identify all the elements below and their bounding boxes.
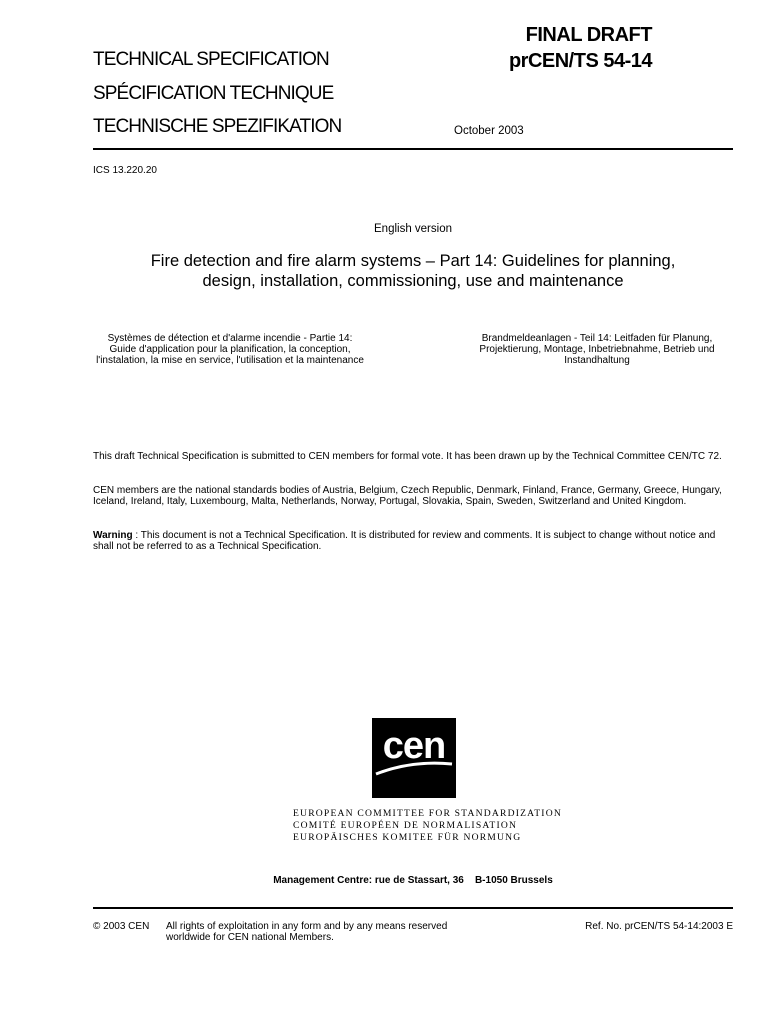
committee-name-de: EUROPÄISCHES KOMITEE FÜR NORMUNG: [293, 832, 522, 843]
spec-title-de: TECHNISCHE SPEZIFIKATION: [93, 116, 342, 137]
language-version: English version: [374, 223, 452, 235]
spec-title-en: TECHNICAL SPECIFICATION: [93, 49, 329, 70]
document-number: prCEN/TS 54-14: [508, 50, 652, 72]
cen-logo-text: cen: [382, 725, 446, 767]
document-date: October 2003: [454, 125, 524, 137]
title-french: Systèmes de détection et d'alarme incendie - Partie 14: Guide d'application pour la planification, la conception, l'instalation, la mise en service, l'utilisation et la maintenance: [96, 333, 364, 366]
header-divider: [93, 148, 733, 150]
warning-text: : This document is not a Technical Specification. It is distributed for review and comments. It is subject to change without notice and shall not be referred to as a Technical Specification.: [93, 530, 716, 552]
warning-paragraph: [93, 530, 733, 552]
final-draft-label: FINAL DRAFT: [525, 24, 652, 46]
submission-paragraph: This draft Technical Specification is submitted to CEN members for formal vote. It has been drawn up by the Technical Committee CEN/TC 72.: [93, 451, 722, 462]
members-paragraph: CEN members are the national standards bodies of Austria, Belgium, Czech Republic, Denmark, Finland, France, Germany, Greece, Hungary, Iceland, Ireland, Italy, Luxembourg, Malta, Netherlands, Norway, Portugal, Slovakia, Spain, Sweden, Switzerland and United Kingdom.: [93, 485, 722, 507]
committee-name-en: EUROPEAN COMMITTEE FOR STANDARDIZATION: [293, 808, 562, 819]
title-german: Brandmeldeanlagen - Teil 14: Leitfaden für Planung, Projektierung, Montage, Inbetriebnahme, Betrieb und Instandhaltung: [479, 333, 715, 366]
footer-divider: [93, 907, 733, 909]
ics-code: ICS 13.220.20: [93, 165, 157, 176]
rights-statement: All rights of exploitation in any form and by any means reserved worldwide for CEN national Members.: [166, 921, 448, 943]
document-title: Fire detection and fire alarm systems – Part 14: Guidelines for planning, design, installation, commissioning, use and maintenance: [150, 252, 676, 290]
cen-logo: [372, 718, 456, 798]
copyright: © 2003 CEN: [93, 921, 150, 932]
reference-number: Ref. No. prCEN/TS 54-14:2003 E: [585, 921, 733, 932]
management-centre-address: Management Centre: rue de Stassart, 36 B-1050 Brussels: [273, 875, 553, 886]
committee-name-fr: COMITÉ EUROPÉEN DE NORMALISATION: [293, 820, 518, 831]
warning-label: Warning: [93, 530, 133, 541]
spec-title-fr: SPÉCIFICATION TECHNIQUE: [93, 83, 334, 104]
